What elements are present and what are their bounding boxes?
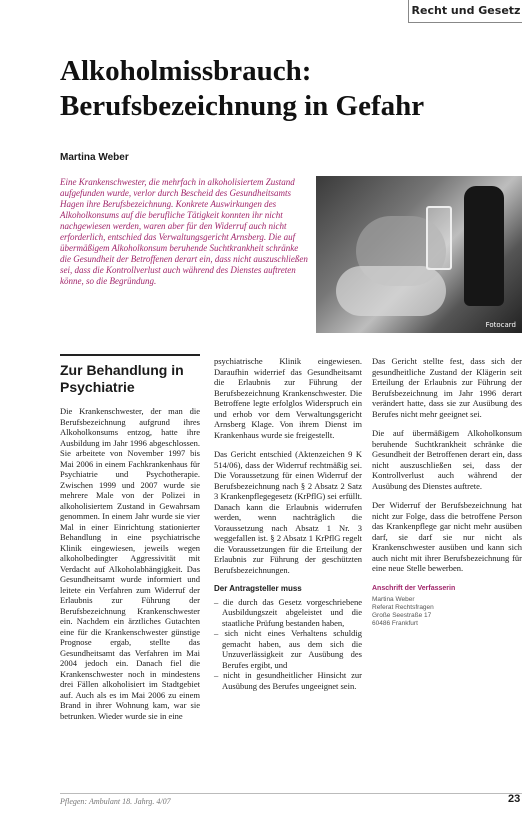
article-photo bbox=[316, 176, 522, 333]
article-title bbox=[60, 54, 424, 124]
subhead-rule bbox=[60, 354, 200, 356]
author-address bbox=[372, 596, 522, 628]
address-title: Anschrift der Verfasserin bbox=[372, 584, 456, 592]
author-name: Martina Weber bbox=[60, 152, 129, 163]
column-2 bbox=[214, 356, 362, 691]
list-item: – sich nicht eines Verhaltens schuldig gemacht haben, aus dem sich die Unzuverlässigkeit zur Ausübung des Berufes ergibt, und bbox=[214, 628, 362, 670]
section-subhead: Zur Behandlung in Psychiatrie bbox=[60, 362, 184, 395]
requirements-list bbox=[214, 597, 362, 692]
address-line: Martina Weber bbox=[372, 596, 415, 603]
col1-paragraph: Die Krankenschwester, der man die Berufsbezeichnung aufgrund ihres Alkoholkonsums entzog, hatte ihre Ausbildung im Jahr 1996 abgeschlossen. Sie arbeitete von November 1997 bis Mai 2006 in einem Fachkrankenhaus für Psychiatrie und Psychotherapie. Zwischen 1999 und 2007 wurde sie mehrere Male von der Polizei in alkoholisiertem Zustand in Gewahrsam genommen. In einem Jahr wurde sie vier Mal in einer Einrichtung stationierter Behandlung in eine psychiatrische Klinik eingewiesen, jeweils wegen alkoholbedingter Aggressivität mit Verdacht auf Alkoholabhängigkeit. Das Gesundheitsamt wurde informiert und leitete ein Verfahren zum Widerruf der Erlaubnis zur Führung der Berufsbezeichnung Krankenschwester ein. Nachdem ein ärztliches Gutachten eine für die Krankenschwester günstige Prognose ergab, stellte das Gesundheitsamt das Verfahren im Mai 2004 jedoch ein. Danach fiel die Krankenschwester noch in mindestens drei Fällen alkoholisiert im Stadtgebiet auf. Auch als es im Mai 2006 zu einem Brand in ihrer Wohnung kam, war sie betrunken. Wieder wurde sie in eine bbox=[60, 406, 200, 721]
column-1 bbox=[60, 406, 200, 730]
col3-paragraph-2: Die auf übermäßigem Alkoholkonsum beruhende Suchtkrankheit schränke die Gesundheit der Betroffenen derart ein, dass nicht auszuschließen sei, dass der Kontrollverlust auch während der Ausübung des Dienstes auftrete. bbox=[372, 428, 522, 491]
photo-glass-shape bbox=[426, 206, 452, 270]
list-item: – nicht in gesundheitlicher Hinsicht zur Ausübung des Berufes ungeeignet sein. bbox=[214, 670, 362, 691]
lead-paragraph: Eine Krankenschwester, die mehrfach in alkoholisiertem Zustand aufgefunden wurde, verlor durch Bescheid des Gesundheitsamts Hagen ihre Berufsbezeichnung. Konkrete Auswirkungen des Alkoholkonsums auf die berufliche Tätigkeit konnten ihr nicht nachgewiesen werden, waren aber für den Widerruf auch nicht erforderlich, entschied das Verwaltungsgericht Arnsberg. Die auf übermäßigem Alkoholkonsum beruhende Suchtkrankheit schränke die Gesundheit der Betroffenen derart ein, dass nicht auszuschließen sei, dass die Kontrollverlust auch während des Dienstes auftreten könne, so die Begründung. bbox=[60, 177, 308, 286]
col2-list-heading: Der Antragsteller muss bbox=[214, 584, 302, 593]
list-item: – die durch das Gesetz vorgeschriebene Ausbildungszeit abgeleistet und die staatliche Prüfung bestanden haben, bbox=[214, 596, 362, 628]
address-line: 60486 Frankfurt bbox=[372, 620, 418, 627]
column-3 bbox=[372, 356, 522, 628]
section-tag: Recht und Gesetz bbox=[408, 0, 522, 23]
col2-paragraph-2: Das Gericht entschied (Aktenzeichen 9 K 514/06), dass der Widerruf rechtmäßig sei. Die Voraussetzung für einen Widerruf der Berufsbezeichnung nach § 2 Absatz 2 Satz 3 Krankenpflegegesetz (KrPflG) sei erfüllt. Danach kann die Erlaubnis widerrufen werden, wenn nachträglich die Voraussetzung nach Absatz 1 Nr. 3 weggefallen ist. § 2 Absatz 1 KrPflG regelt die Voraussetzungen für die Erteilung der Erlaubnis zur Führung der geschützten Berufsbezeichnungen. bbox=[214, 449, 362, 575]
col3-paragraph-3: Der Widerruf der Berufsbezeichnung hat nicht zur Folge, dass die betroffene Person das Krankenpflege gar nicht mehr ausüben darf, sie darf sie nur nicht als Krankenschwester ausüben und kann sich auch nicht mit ihrer Berufsbezeichnung für eine neue Stelle bewerben. bbox=[372, 500, 522, 573]
photo-credit: Fotocard bbox=[485, 321, 516, 329]
address-line: Große Seestraße 17 bbox=[372, 612, 432, 619]
page-number: 23 bbox=[508, 793, 521, 805]
title-line-1: Alkoholmissbrauch: bbox=[60, 55, 312, 87]
col3-paragraph-1: Das Gericht stellte fest, dass sich der gesundheitliche Zustand der Klägerin seit Erteilung der Erlaubnis zur Führung der Berufsbezeichnung im Jahr 1996 derart verändert hatte, dass sie zur Ausübung des Berufes nicht mehr geeignet sei. bbox=[372, 356, 522, 419]
col2-paragraph-1: psychiatrische Klinik eingewiesen. Daraufhin widerrief das Gesundheitsamt die Erlaubnis zur Führung der Berufsbezeichnung Krankenschwester. Die Betroffene legte erfolglos Widerspruch ein und erhob vor dem Verwaltungsgericht Arnsberg Klage. Von ihrem Dienst im Krankenhaus wurde sie freigestellt. bbox=[214, 356, 362, 440]
footer-rule bbox=[60, 793, 522, 794]
photo-bottle-shape bbox=[464, 186, 504, 306]
journal-footer: Pflegen: Ambulant 18. Jahrg. 4/07 bbox=[60, 797, 171, 806]
photo-sleeve-shape bbox=[336, 266, 446, 316]
address-line: Referat Rechtsfragen bbox=[372, 604, 434, 611]
title-line-2: Berufsbezeichnung in Gefahr bbox=[60, 90, 425, 122]
